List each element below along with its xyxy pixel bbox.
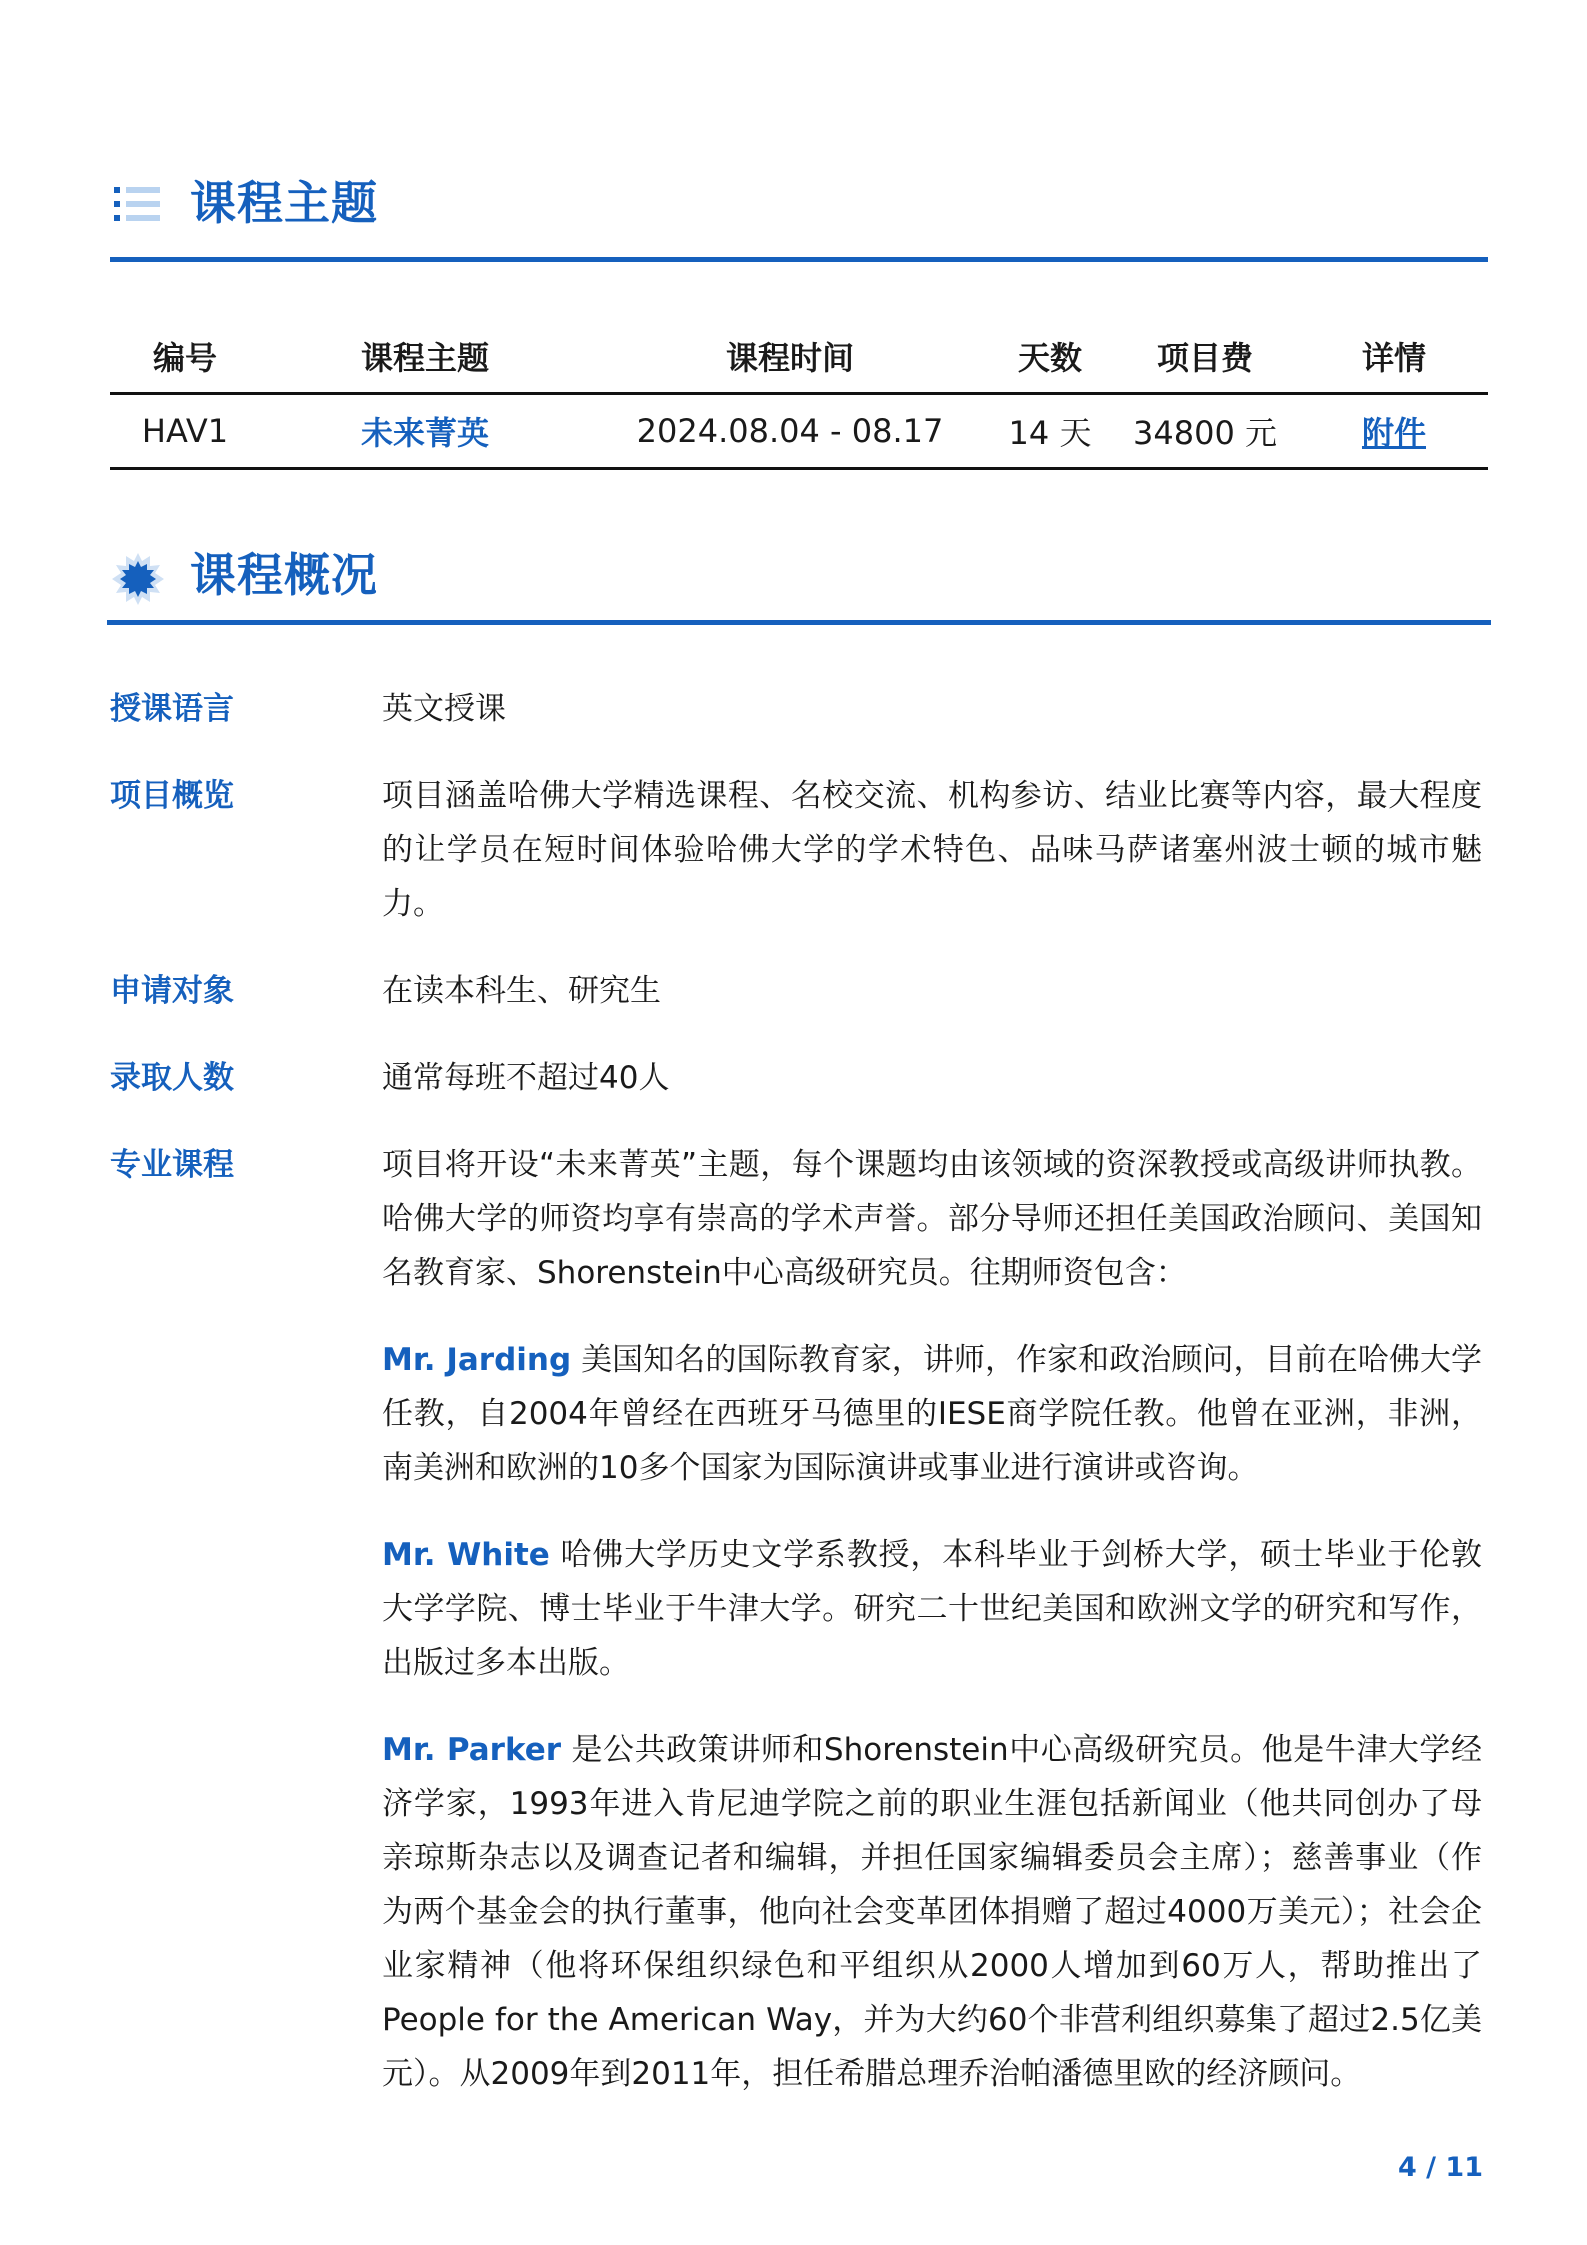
cell-fee: 34800 元 <box>1110 394 1300 469</box>
faculty-bio: 是公共政策讲师和Shorenstein中心高级研究员。他是牛津大学经济学家，1993年进入肯尼迪学院之前的职业生涯包括新闻业（他共同创办了母亲琼斯杂志以及调查记者和编辑，并担任国家编辑委员会主席）；慈善事业（作为两个基金会的执行董事，他向社会变革团体捐赠了超过4000万美元）；社会企业家精神（他将环保组织绿色和平组织从2000人增加到60万人，帮助推出了People for the American Way，并为大约60个非营利组织募集了超过2.5亿美元）。从2009年到2011年，担任希腊总理乔治帕潘德里欧的经济顾问。 <box>382 1732 1482 2092</box>
faculty-name: Mr. Parker <box>382 1732 562 1768</box>
overview-value: 项目涵盖哈佛大学精选课程、名校交流、机构参访、结业比赛等内容，最大程度的让学员在短时间体验哈佛大学的学术特色、品味马萨诸塞州波士顿的城市魅力。 <box>382 778 1482 922</box>
courses-intro: 项目将开设“未来菁英”主题，每个课题均由该领域的资深教授或高级讲师执教。哈佛大学的师资均享有崇高的学术声誉。部分导师还担任美国政治顾问、美国知名教育家、Shorenstein中心高级研究员。往期师资包含： <box>382 1147 1482 1291</box>
table-row <box>110 394 1488 469</box>
overview-label: 申请对象 <box>110 973 234 1009</box>
course-table <box>110 320 1488 470</box>
badge-icon <box>112 553 164 605</box>
overview-row-language <box>110 682 1488 736</box>
faculty-bio: 美国知名的国际教育家，讲师，作家和政治顾问，目前在哈佛大学任教，自2004年曾经在西班牙马德里的IESE商学院任教。他曾在亚洲，非洲，南美洲和欧洲的10多个国家为国际演讲或事业进行演讲或咨询。 <box>382 1342 1482 1486</box>
overview-label: 项目概览 <box>110 778 234 814</box>
cell-detail <box>1300 394 1488 469</box>
faculty-name: Mr. White <box>382 1537 550 1573</box>
page-number: 4 / 11 <box>1397 2152 1483 2183</box>
faculty-bio: 哈佛大学历史文学系教授，本科毕业于剑桥大学，硕士毕业于伦敦大学学院、博士毕业于牛津大学。研究二十世纪美国和欧洲文学的研究和写作，出版过多本出版。 <box>382 1537 1482 1681</box>
col-header-dates: 课程时间 <box>590 320 990 394</box>
section-title-overview: 课程概况 <box>190 548 378 602</box>
overview-label: 专业课程 <box>110 1147 234 1183</box>
overview-value: 通常每班不超过40人 <box>382 1060 670 1096</box>
col-header-fee: 项目费 <box>1110 320 1300 394</box>
faculty-entry <box>382 1333 1482 1495</box>
section-title-topic: 课程主题 <box>190 176 378 230</box>
col-header-topic: 课程主题 <box>260 320 590 394</box>
overview-value: 英文授课 <box>382 691 506 727</box>
overview-value: 在读本科生、研究生 <box>382 973 661 1009</box>
cell-days: 14 天 <box>990 394 1110 469</box>
overview-row-courses <box>110 1138 1488 2101</box>
faculty-name: Mr. Jarding <box>382 1342 572 1378</box>
overview-value <box>382 1138 1482 2101</box>
overview-list <box>110 682 1488 2134</box>
attachment-link[interactable]: 附件 <box>1361 414 1426 452</box>
section-divider <box>107 620 1491 625</box>
overview-row-summary <box>110 769 1488 931</box>
faculty-entry <box>382 1723 1482 2101</box>
overview-label: 录取人数 <box>110 1060 234 1096</box>
faculty-entry <box>382 1528 1482 1690</box>
col-header-detail: 详情 <box>1300 320 1488 394</box>
overview-row-enrollment <box>110 1051 1488 1105</box>
table-header-row <box>110 320 1488 394</box>
overview-label: 授课语言 <box>110 691 234 727</box>
cell-code: HAV1 <box>110 394 260 469</box>
cell-topic: 未来菁英 <box>260 394 590 469</box>
list-icon <box>114 185 164 225</box>
section-divider <box>110 257 1488 262</box>
col-header-code: 编号 <box>110 320 260 394</box>
col-header-days: 天数 <box>990 320 1110 394</box>
overview-row-audience <box>110 964 1488 1018</box>
cell-dates: 2024.08.04 - 08.17 <box>590 394 990 469</box>
